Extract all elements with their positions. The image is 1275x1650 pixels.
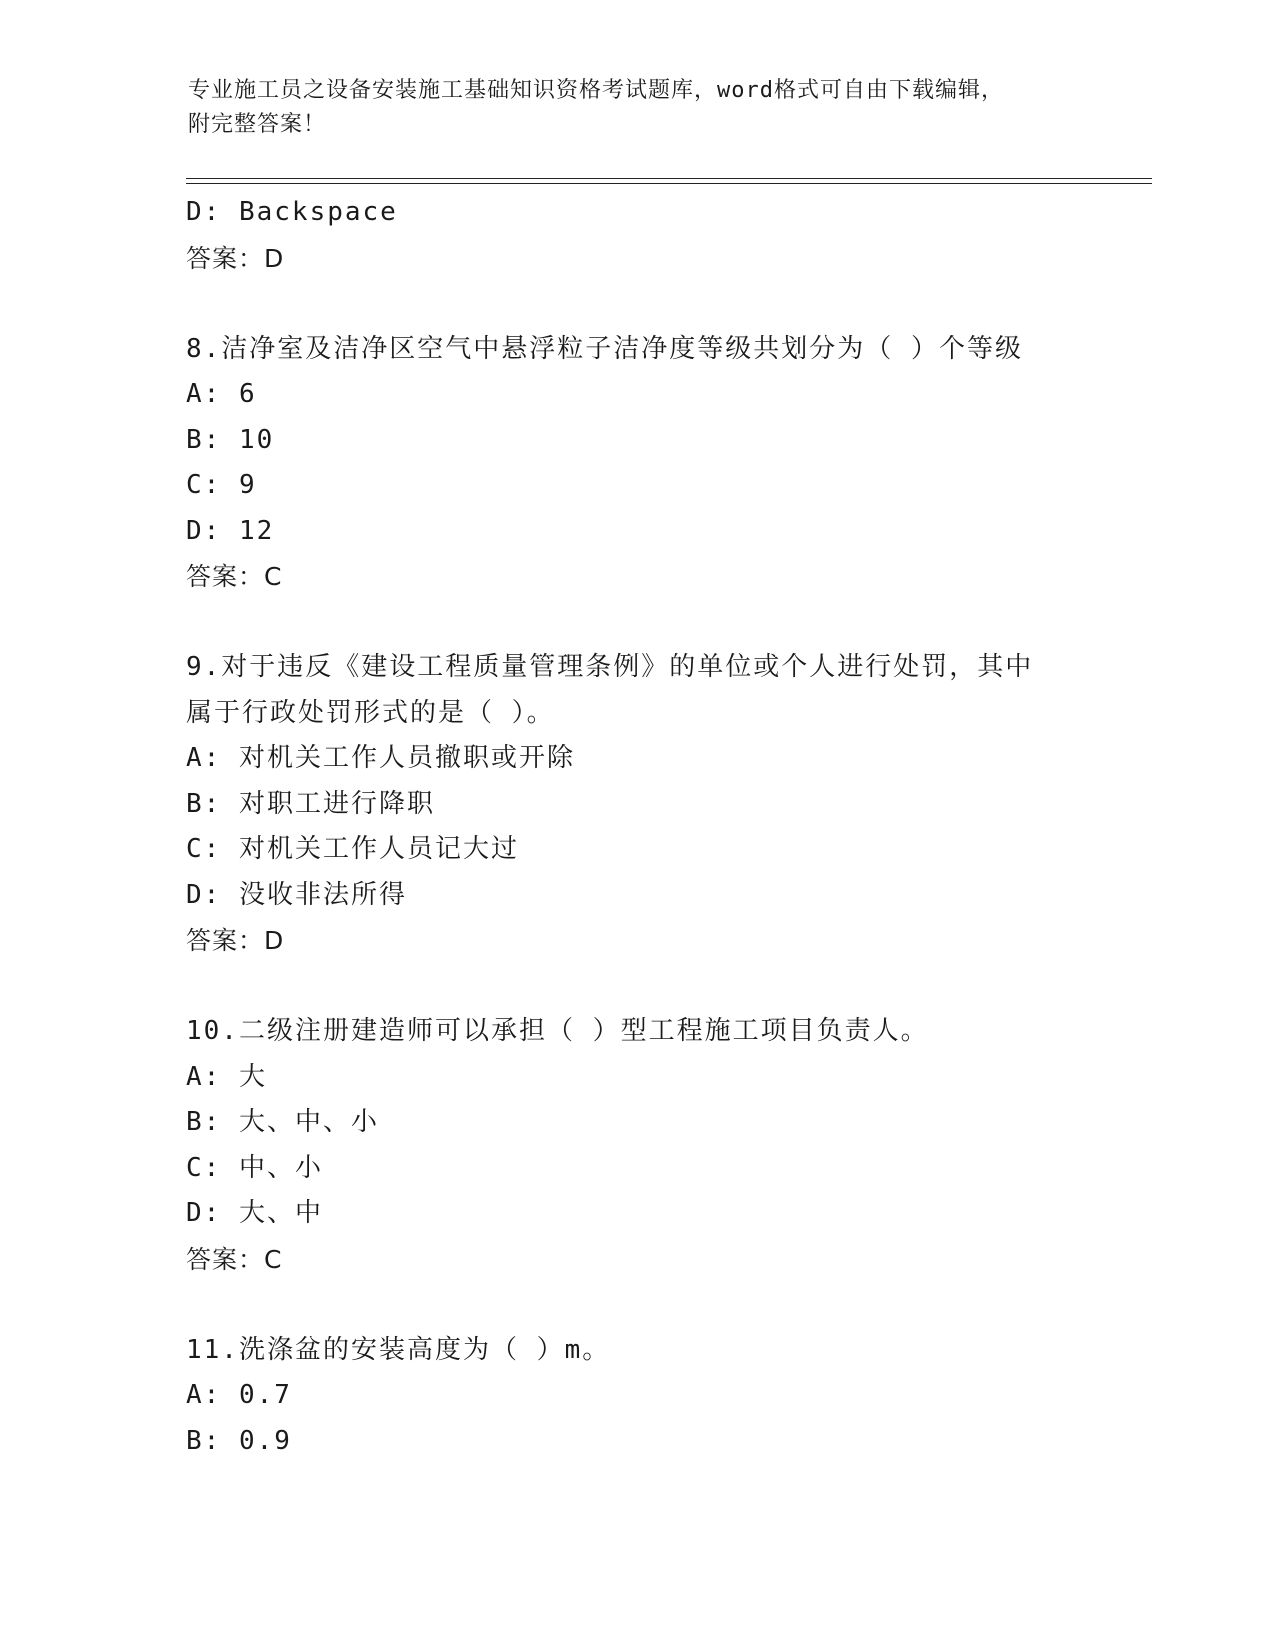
question-stem-line-1: 9.对于违反《建设工程质量管理条例》的单位或个人进行处罚，其中: [186, 652, 1034, 682]
question-8: [186, 327, 1166, 600]
option-b: B: 10: [186, 424, 275, 455]
option-c: C: 对机关工作人员记大过: [186, 834, 519, 864]
option-a: A: 大: [186, 1061, 267, 1092]
spacer: [186, 281, 1166, 327]
option-d: D: 没收非法所得: [186, 879, 407, 910]
option-d: D: 12: [186, 515, 275, 546]
question-stem: 8.洁净室及洁净区空气中悬浮粒子洁净度等级共划分为（ ）个等级: [186, 333, 1023, 364]
spacer: [186, 600, 1166, 646]
question-10: [186, 1009, 1166, 1282]
header-line-2: 附完整答案！: [188, 112, 327, 137]
prev-answer: 答案：D: [186, 243, 285, 273]
option-b: B: 大、中、小: [186, 1107, 379, 1137]
option-b: B: 对职工进行降职: [186, 788, 435, 819]
option-d: D: 大、中: [186, 1198, 323, 1228]
spacer: [186, 1282, 1166, 1328]
question-list: [186, 190, 1166, 1464]
option-c: C: 中、小: [186, 1152, 323, 1183]
option-a: A: 对机关工作人员撤职或开除: [186, 743, 575, 773]
question-stem: 10.二级注册建造师可以承担（ ）型工程施工项目负责人。: [186, 1016, 929, 1046]
question-stem: 11.洗涤盆的安装高度为（ ）m。: [186, 1334, 611, 1365]
document-header: [188, 74, 1088, 142]
option-b: B: 0.9: [186, 1425, 292, 1456]
answer: 答案：C: [186, 1244, 283, 1274]
header-divider-bottom: [186, 183, 1152, 184]
option-a: A: 0.7: [186, 1380, 292, 1410]
spacer: [186, 964, 1166, 1010]
prev-option-d: D: Backspace: [186, 197, 398, 227]
question-11: [186, 1328, 1166, 1465]
option-a: A: 6: [186, 379, 257, 409]
answer: 答案：D: [186, 926, 285, 955]
header-line-1: 专业施工员之设备安装施工基础知识资格考试题库，word格式可自由下载编辑，: [188, 78, 1004, 103]
option-c: C: 9: [186, 470, 257, 500]
header-divider-top: [186, 178, 1152, 179]
question-stem-line-2: 属于行政处罚形式的是（ ）。: [186, 697, 555, 728]
answer: 答案：C: [186, 562, 283, 591]
question-9: [186, 645, 1166, 964]
